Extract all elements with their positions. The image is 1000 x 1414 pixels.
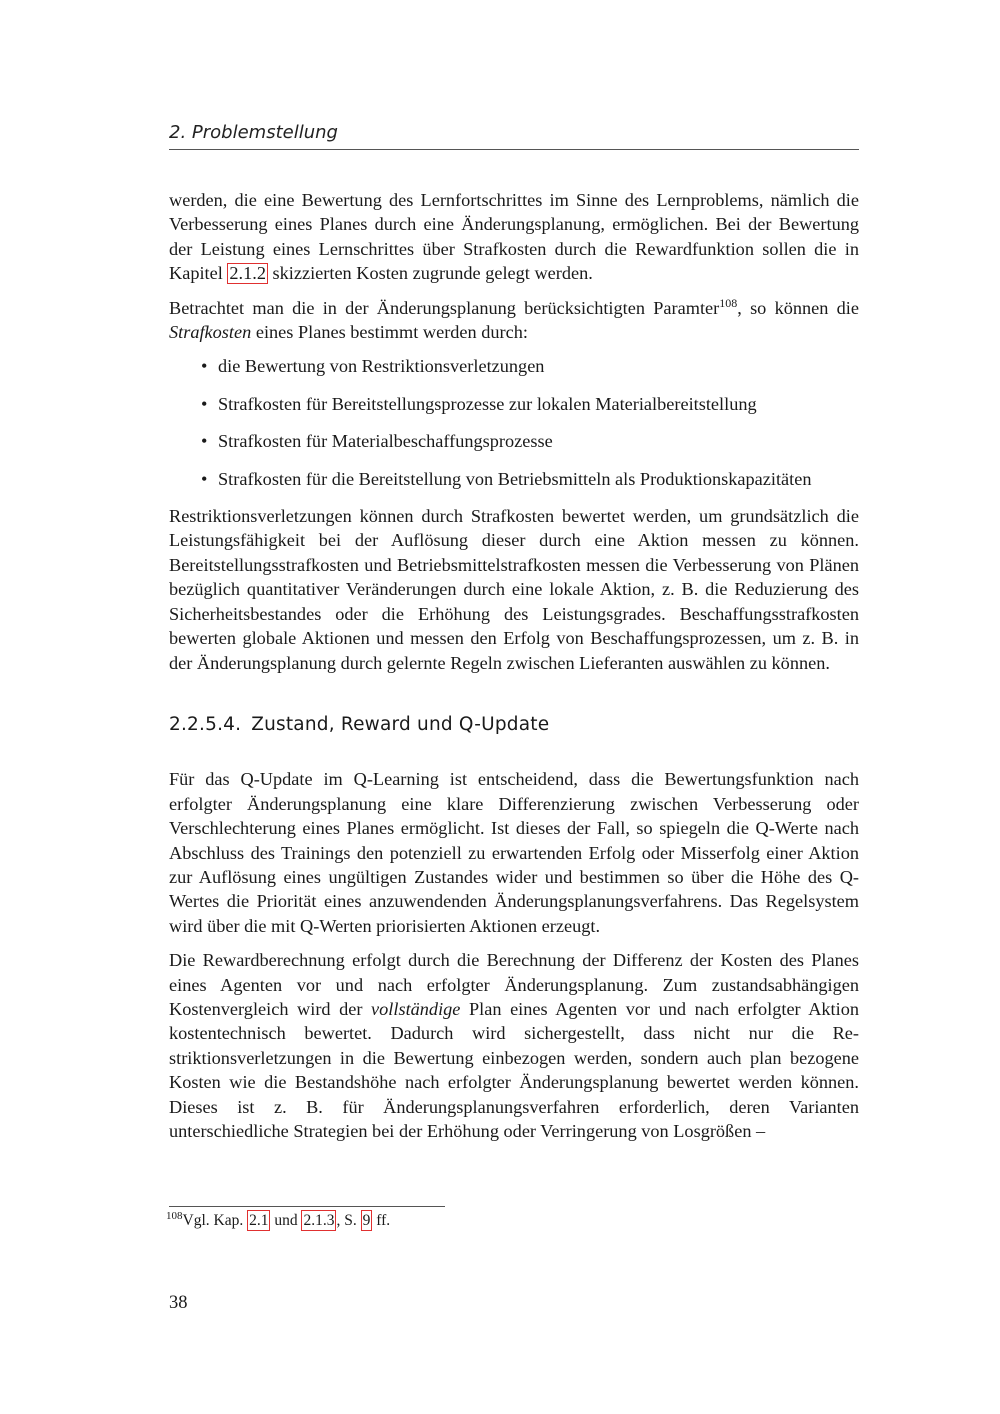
list-item: • Strafkosten für Bereitstellungsprozesse zur lokalen Materialbereitstellung [169,392,859,416]
list-item: • die Bewertung von Restriktionsverletzungen [169,354,859,378]
bullet-icon: • [201,356,208,377]
penalty-cost-list [169,354,859,491]
section-number: 2.2.5.4. [169,713,242,735]
bullet-icon: • [201,393,208,414]
page-number: 38 [169,1293,188,1313]
bullet-icon: • [201,431,208,452]
list-item: • Strafkosten für Materialbeschaffungsprozesse [169,429,859,453]
footnote-page-link[interactable]: 9 [362,1212,371,1229]
footnote: $^{108}$Vgl. Kap. 2.1 und 2.1.3 , S. 9 ff. [166,1209,391,1229]
footnote-ref-link[interactable]: 2.1.3 [303,1212,335,1229]
intro-paragraph: werden, die eine Bewertung des Lernfortschrittes im Sinne des Lernproblems, nämlich die Verbesserung eines Planes durch eine Änderungsplanung, ermöglichen. Bei der Bewertung der Leistung eines Lernschrittes über Strafkosten durch die Rewardfunktion sollen die in Kapitel 2.1.2 skizzierten Kosten zugrunde gelegt werden. [169,190,859,284]
running-header: 2. Problemstellung [169,122,859,150]
footnote-marker[interactable]: 108 [719,295,738,310]
body-text [169,188,859,1153]
emphasis: Strafkosten [169,322,252,343]
footnote-ref-link[interactable]: 2.1 [249,1212,269,1229]
section-heading [169,713,859,737]
penalty-costs-paragraph: Betrachtet man die in der Änderungsplanung berücksichtigten Paramter$^{108}$, so können die Strafkosten eines Planes bestimmt werden durch: [169,295,859,343]
footnote-divider [169,1206,445,1207]
list-item: • Strafkosten für die Bereitstellung von Betriebsmitteln als Produktionskapazitäten [169,467,859,491]
cross-reference-link[interactable]: 2.1.2 [229,263,266,284]
emphasis: vollständige [371,998,461,1019]
q-update-paragraph: Für das Q-Update im Q-Learning ist entscheidend, dass die Bewertungsfunktion nach erfolgter Änderungsplanung eine klare Differenzierung zwischen Verbesserung oder Verschlechterung eines Planes ermöglicht. Ist dieses der Fall, so spiegeln die Q-Werte nach Abschluss des Trainings den potenziell zu erwartenden Erfolg oder Misserfolg einer Aktion zur Auflösung eines ungültigen Zustandes wider und bestimmen so über die Höhe des Q-Wertes die Priorität eines anzuwendenden Änderungsplanungsverfahrens. Das Regelsystem wird über die mit Q-Werten priorisierten Aktionen erzeugt. [169,769,859,936]
footnote-number: 108 [166,1209,183,1222]
restriction-violations-paragraph: Restriktionsverletzungen können durch Strafkosten bewertet werden, um grundsätzlich die Leistungsfähigkeit bei der Auflösung dieser durch eine Aktion messen zu können. Bereitstellungsstrafkosten und Betriebsmittelstrafkosten messen die Verbesserung von Plänen bezüglich quantitativer Veränderungen durch eine lokale Aktion, z. B. die Reduzierung des Sicherheitsbestandes oder die Erhöhung des Leistungsgrades. Beschaffungsstrafkosten bewerten globale Aktionen und messen den Erfolg von Beschaffungsprozessen, um z. B. in der Änderungsplanung durch gelernte Regeln zwischen Lieferanten auswählen zu können. [169,506,859,673]
reward-calculation-paragraph: Die Rewardberechnung erfolgt durch die Berechnung der Differenz der Kosten des Planes eines Agenten vor und nach erfolgter Änderungsplanung. Zum zustandsabhängigen Kostenvergleich wird der vollständige Plan eines Agenten vor und nach erfolgter Aktion kostentechnisch bewertet. Dadurch wird sichergestellt, dass nicht nur die Restriktionsverletzungen in die Bewertung einbezogen werden, sondern auch plan bezogene Kosten wie die Bestandshöhe nach erfolgter Änderungsplanung bewertet werden können. Dieses ist z. B. für Änderungsplanungsverfahren erforderlich, deren Varianten unterschiedliche Strategien bei der Erhöhung oder Verringerung von Losgrößen – [169,950,859,1141]
bullet-icon: • [201,468,208,489]
section-title: Zustand, Reward und Q-Update [251,713,550,735]
